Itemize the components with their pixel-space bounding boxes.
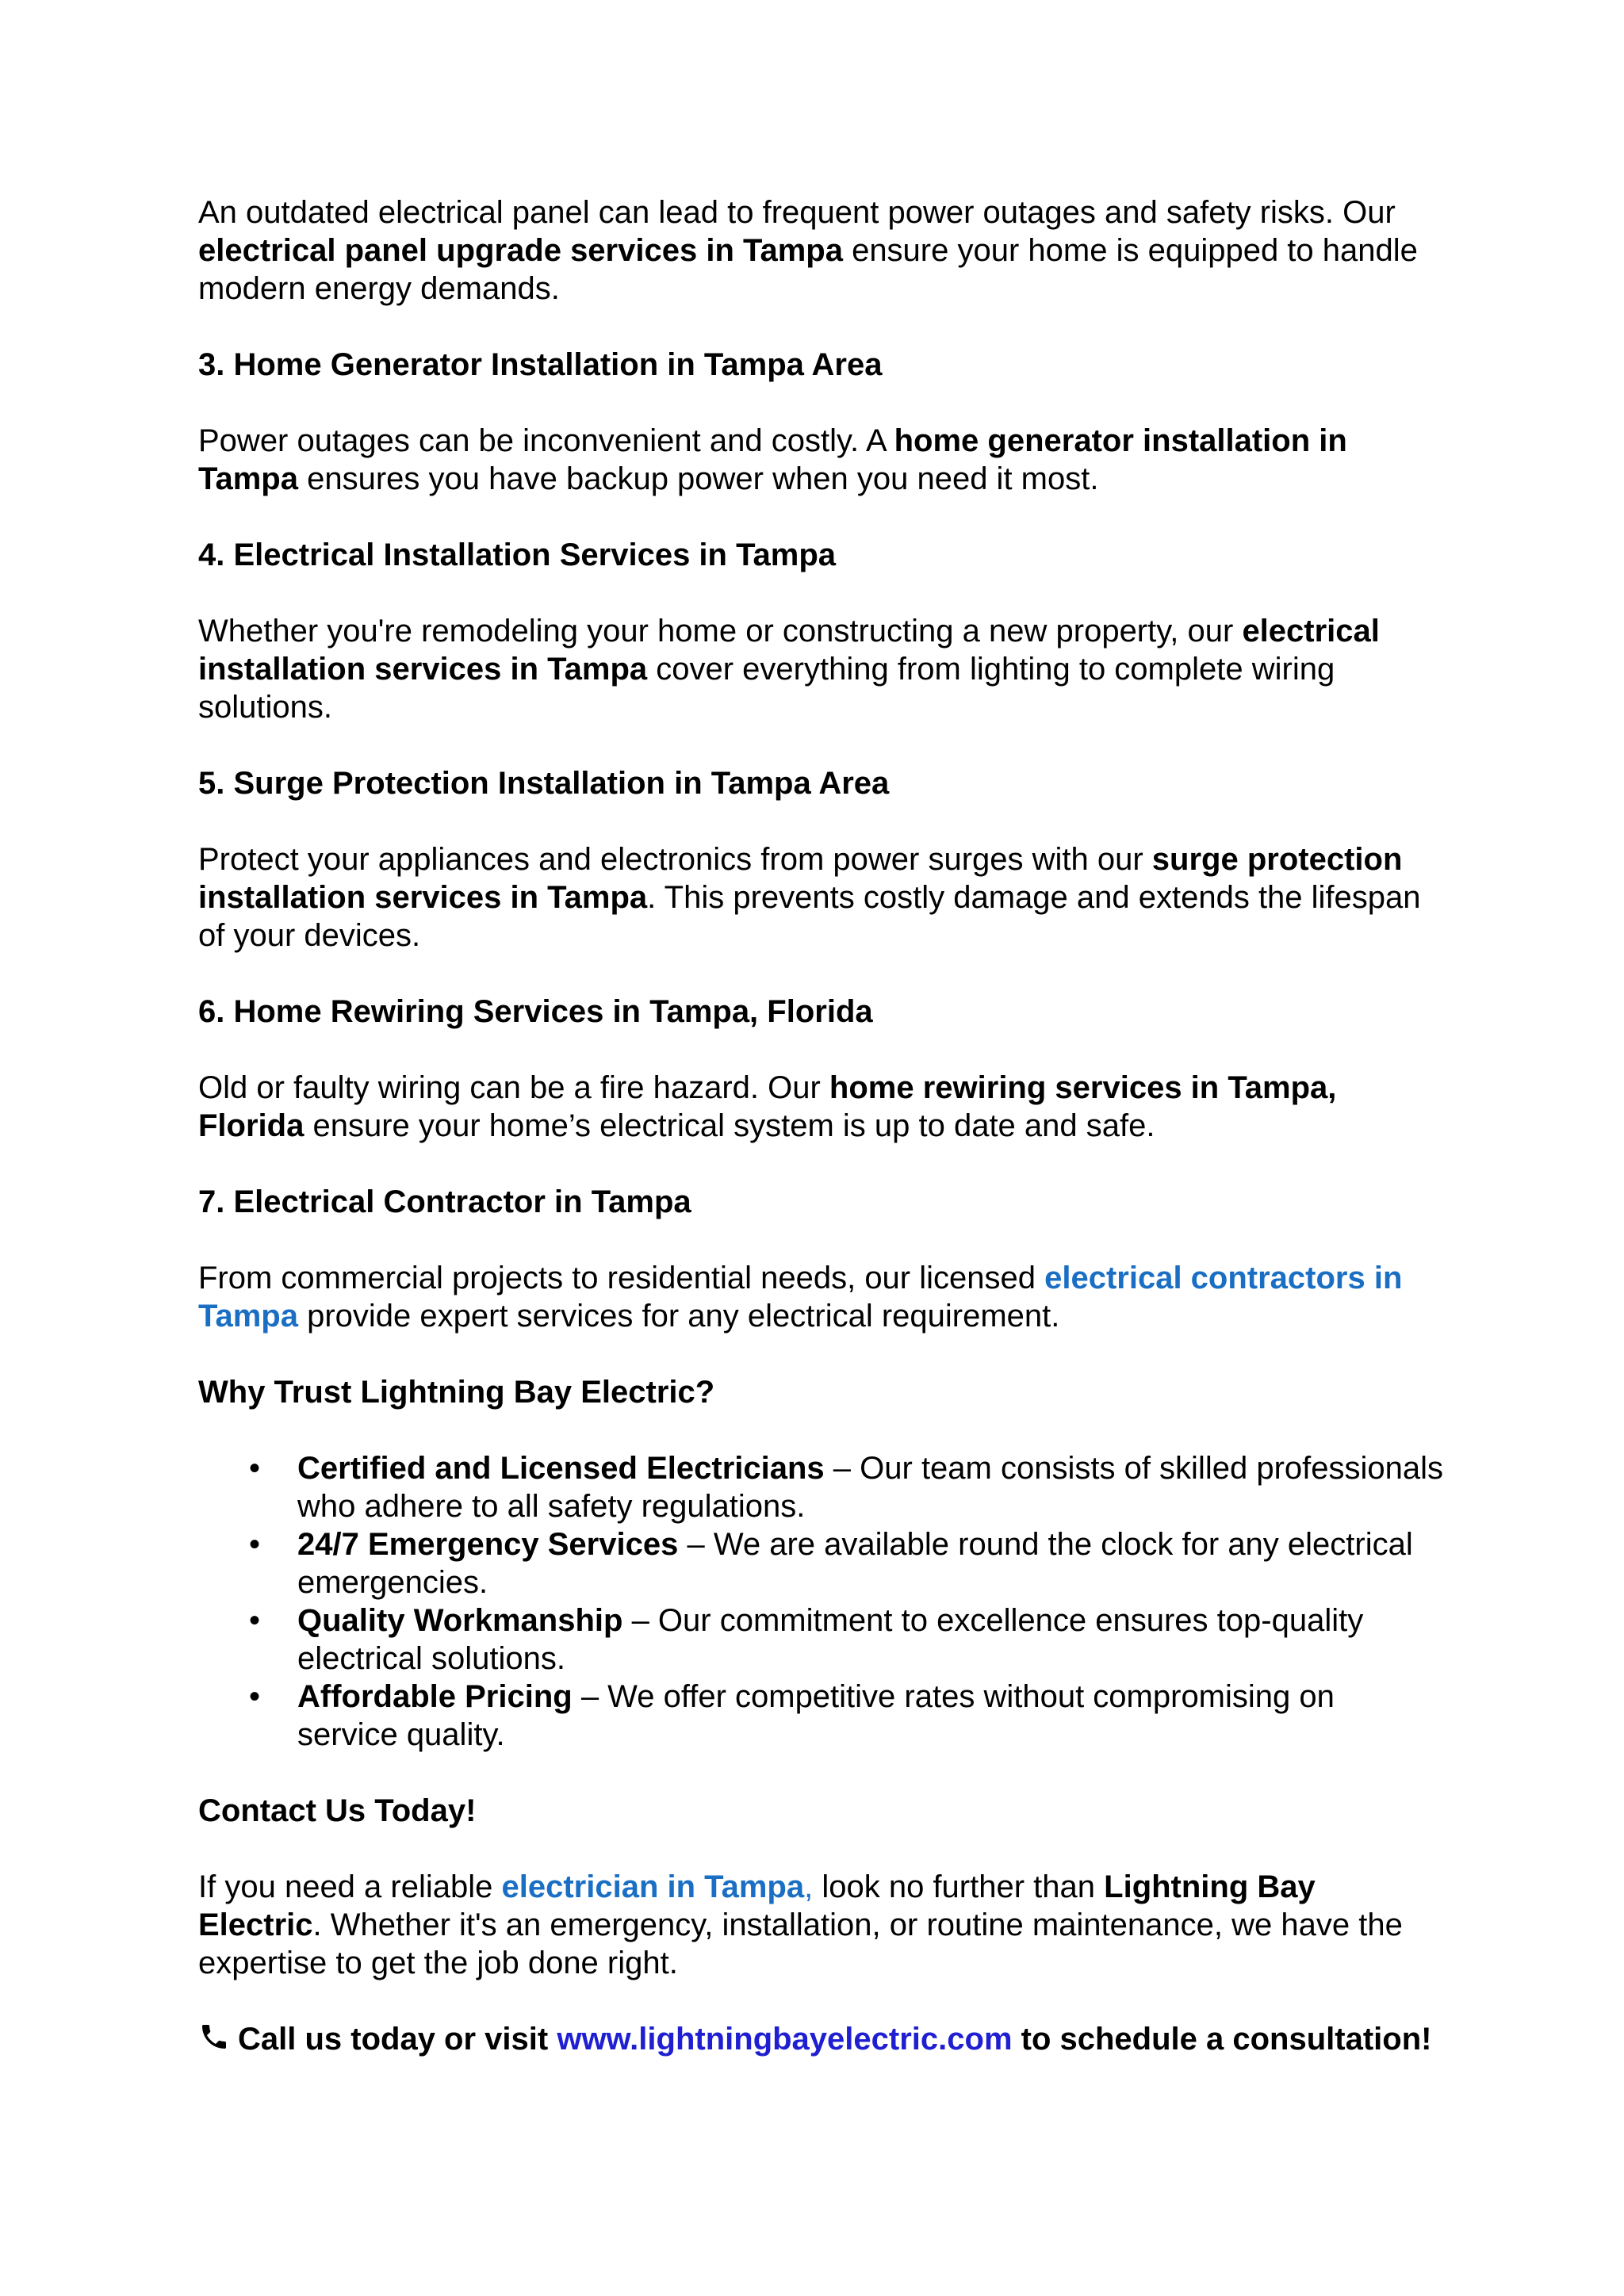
list-item-text: – We are available round the clock for any electrical emergencies. (297, 1527, 1413, 1600)
section-3-text-1: Power outages can be inconvenient and costly. A (198, 423, 894, 458)
section-3-text-2: ensures you have backup power when you need it most. (297, 461, 1099, 496)
contact-text-1: If you need a reliable (198, 1869, 502, 1904)
contact-paragraph (198, 1868, 1443, 1982)
call-to-action (198, 2020, 1443, 2058)
contact-text-3: . Whether it's an emergency, installation, or routine maintenance, we have the expertise to get the job done right. (198, 1908, 1403, 1980)
section-5-bold-1: surge protection installation services in Tampa (198, 842, 1403, 915)
section-4-text-2: cover everything from lighting to complete wiring solutions. (198, 652, 1335, 725)
list-item (198, 1449, 1443, 1525)
electrician-tampa-link[interactable]: electrician in Tampa (501, 1869, 805, 1904)
electrical-contractors-link[interactable]: electrical contractors in Tampa (198, 1261, 1403, 1334)
list-item-bold: 24/7 Emergency Services (297, 1527, 679, 1562)
section-7-paragraph (198, 1259, 1443, 1335)
list-item-text: – Our team consists of skilled professionals who adhere to all safety regulations. (297, 1451, 1444, 1524)
section-5-heading: 5. Surge Protection Installation in Tampa Area (198, 766, 890, 801)
list-item (198, 1678, 1443, 1754)
section-7-heading: 7. Electrical Contractor in Tampa (198, 1184, 691, 1219)
section-7-text-1: From commercial projects to residential needs, our licensed (198, 1261, 1045, 1295)
section-6-bold-1: home rewiring services in Tampa, Florida (198, 1070, 1337, 1143)
bullet-icon: • (249, 1527, 261, 1562)
intro-bold-1: electrical panel upgrade services in Tampa (198, 233, 843, 268)
section-3-heading: 3. Home Generator Installation in Tampa Area (198, 347, 883, 382)
list-item-text: – We offer competitive rates without compromising on service quality. (297, 1679, 1335, 1752)
section-3-bold-1: home generator installation in Tampa (198, 423, 1347, 496)
section-4-paragraph (198, 612, 1443, 726)
contact-heading: Contact Us Today! (198, 1793, 477, 1828)
document-page (198, 193, 1443, 2058)
phone-icon (198, 2021, 230, 2053)
contact-comma: , (804, 1869, 814, 1904)
list-item (198, 1601, 1443, 1678)
section-6-text-1: Old or faulty wiring can be a fire hazard. Our (198, 1070, 829, 1105)
why-trust-heading: Why Trust Lightning Bay Electric? (198, 1375, 715, 1410)
section-6-text-2: ensure your home’s electrical system is up to date and safe. (304, 1108, 1155, 1143)
cta-text-2: to schedule a consultation! (1012, 2022, 1432, 2057)
why-trust-list (198, 1449, 1443, 1754)
list-item-bold: Quality Workmanship (297, 1603, 623, 1638)
list-item-text: – Our commitment to excellence ensures top-quality electrical solutions. (297, 1603, 1364, 1676)
bullet-icon: • (249, 1679, 261, 1714)
section-7-text-2: provide expert services for any electrical requirement. (297, 1299, 1060, 1334)
website-link[interactable]: www.lightningbayelectric.com (557, 2022, 1013, 2057)
section-6-heading: 6. Home Rewiring Services in Tampa, Florida (198, 994, 873, 1029)
intro-text-2: ensure your home is equipped to handle modern energy demands. (198, 233, 1418, 306)
bullet-icon: • (249, 1603, 261, 1638)
cta-text-1: Call us today or visit (238, 2022, 557, 2057)
section-5-text-1: Protect your appliances and electronics from power surges with our (198, 842, 1152, 877)
list-item-bold: Affordable Pricing (297, 1679, 573, 1714)
section-4-bold-1: electrical installation services in Tampa (198, 614, 1380, 687)
section-5-text-2: . This prevents costly damage and extends the lifespan of your devices. (198, 880, 1421, 953)
intro-text-1: An outdated electrical panel can lead to frequent power outages and safety risks. Our (198, 195, 1396, 230)
bullet-icon: • (249, 1451, 261, 1486)
contact-text-2: look no further than (813, 1869, 1105, 1904)
section-6-paragraph (198, 1069, 1443, 1145)
intro-paragraph (198, 193, 1443, 308)
list-item-bold: Certified and Licensed Electricians (297, 1451, 825, 1486)
section-5-paragraph (198, 840, 1443, 955)
list-item (198, 1525, 1443, 1601)
contact-bold-1: Lightning Bay Electric (198, 1869, 1316, 1942)
section-4-text-1: Whether you're remodeling your home or constructing a new property, our (198, 614, 1243, 649)
section-4-heading: 4. Electrical Installation Services in Tampa (198, 538, 837, 572)
section-3-paragraph (198, 422, 1443, 498)
